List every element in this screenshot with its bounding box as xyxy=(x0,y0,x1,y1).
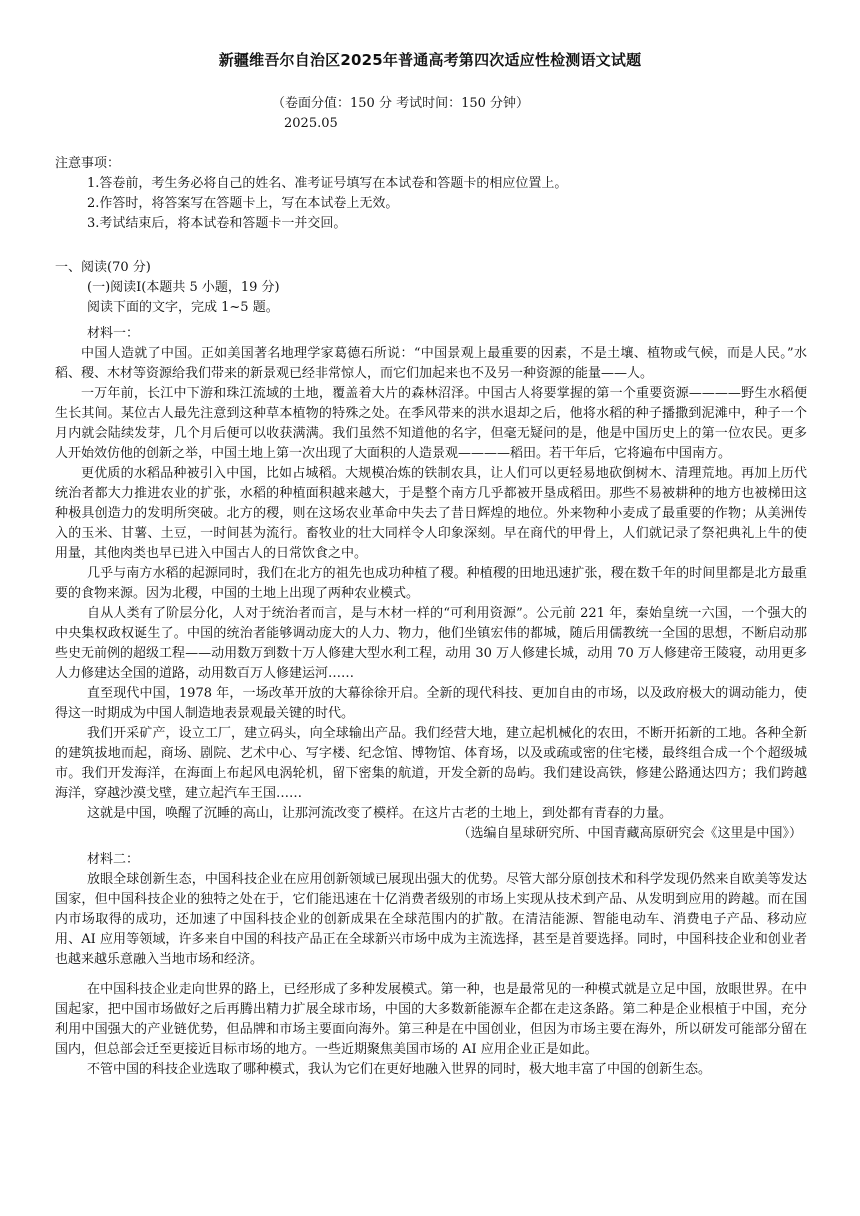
material-1-paragraph: 一万年前，长江中下游和珠江流域的土地，覆盖着大片的森林沼泽。中国古人将要掌握的第一个重要资源————野生水稻便生长其间。某位古人最先注意到这种草本植物的特殊之处。在季风带来的洪水退却之后，他将水稻的种子播撒到泥滩中，种子一个月内就会陆续发芽，几个月后便可以收获满满。我们虽然不知道他的名字，但毫无疑问的是，他是中国历史上的第一位农民。更多人开始效仿他的创新之举，中国土地上第一次出现了大面积的人造景观————稻田。若干年后，它将遍布中国南方。 xyxy=(55,386,807,461)
material-1-paragraph: 我们开采矿产，设立工厂，建立码头，向全球输出产品。我们经营大地，建立起机械化的农田，不断开拓新的工地。各种全新的建筑拔地而起，商场、剧院、艺术中心、写字楼、纪念馆、博物馆、体育场，以及或疏或密的住宅楼，最终组合成一个个超级城市。我们开发海洋，在海面上布起风电涡轮机，留下密集的航道，开发全新的岛屿。我们建设高铁，修建公路通达四方；我们跨越海洋，穿越沙漠戈壁，建立起汽车王国…… xyxy=(55,726,807,801)
material-2-label: 材料二： xyxy=(87,852,140,867)
sub-section-heading: (一)阅读Ⅰ(本题共 5 小题，19 分) xyxy=(87,280,280,295)
material-2-paragraph: 在中国科技企业走向世界的路上，已经形成了多种发展模式。第一种，也是最常见的一种模式就是立足中国，放眼世界。在中国起家，把中国市场做好之后再腾出精力扩展全球市场，中国的大多数新能源车企都在走这条路。第二种是企业根植于中国，充分利用中国强大的产业链优势，但品牌和市场主要面向海外。第三种是在中国创业，但因为市场主要在海外，所以研发可能部分留在国内，但总部会迁至更接近目标市场的地方。一些近期聚焦美国市场的 AI 应用企业正是如此。 xyxy=(55,982,807,1057)
score-time-info: （卷面分值：150 分 考试时间：150 分钟） xyxy=(272,96,530,111)
material-1-paragraph: 直至现代中国，1978 年，一场改革开放的大幕徐徐开启。全新的现代科技、更加自由的市场，以及政府极大的调动能力，使得这一时期成为中国人制造地表景观最关键的时代。 xyxy=(55,686,807,721)
material-1-source: （选编自星球研究所、中国青藏高原研究会《这里是中国》） xyxy=(457,826,802,841)
exam-meta xyxy=(272,94,529,134)
notice-item: 2.作答时，将答案写在答题卡上，写在本试卷上无效。 xyxy=(87,196,399,211)
reading-instruction: 阅读下面的文字，完成 1~5 题。 xyxy=(87,300,279,315)
material-1-paragraph: 这就是中国，唤醒了沉睡的高山，让那河流改变了模样。在这片古老的土地上，到处都有青春的力量。 xyxy=(87,806,673,821)
notice-item: 1.答卷前，考生务必将自己的姓名、准考证号填写在本试卷和答题卡的相应位置上。 xyxy=(87,176,568,191)
material-2-paragraph: 不管中国的科技企业选取了哪种模式，我认为它们在更好地融入世界的同时，极大地丰富了中国的创新生态。 xyxy=(87,1062,712,1077)
page-title: 新疆维吾尔自治区2025年普通高考第四次适应性检测语文试题 xyxy=(218,51,642,69)
section-heading: 一、阅读(70 分) xyxy=(55,260,151,275)
material-1-paragraph: 几乎与南方水稻的起源同时，我们在北方的祖先也成功种植了稷。种植稷的田地迅速扩张，稷在数千年的时间里都是北方最重要的食物来源。因为北稷，中国的土地上出现了两种农业模式。 xyxy=(55,566,807,601)
material-1-paragraph: 自从人类有了阶层分化，人对于统治者而言，是与木材一样的“可利用资源”。公元前 221 年，秦始皇统一六国，一个强大的中央集权政权诞生了。中国的统治者能够调动庞大的人力、物力，他们坐镇宏伟的都城，随后用儒教统一全国的思想，不断启动那些史无前例的超级工程——动用数万到数十万人修建大型水利工程，动用 30 万人修建长城，动用 70 万人修建帝王陵寝，动用更多人力修建达全国的道路，动用数百万人修建运河…… xyxy=(55,606,807,681)
exam-date: 2025.05 xyxy=(284,116,338,131)
exam-body xyxy=(55,154,807,1080)
notice-heading: 注意事项： xyxy=(55,156,121,171)
material-2-paragraph: 放眼全球创新生态，中国科技企业在应用创新领域已展现出强大的优势。尽管大部分原创技术和科学发现仍然来自欧美等发达国家，但中国科技企业的独特之处在于，它们能迅速在十亿消费者级别的市场上实现从技术到产品、从发明到应用的跨越。而在国内市场取得的成功，还加速了中国科技企业的创新成果在全球范围内的扩散。在清洁能源、智能电动车、消费电子产品、移动应用、AI 应用等领域，许多来自中国的科技产品正在全球新兴市场中成为主流选择，甚至是首要选择。同时，中国科技企业和创业者也越来越乐意融入当地市场和经济。 xyxy=(55,872,807,967)
notice-item: 3.考试结束后，将本试卷和答题卡一并交回。 xyxy=(87,216,347,231)
material-1-label: 材料一： xyxy=(87,326,140,341)
material-1-paragraph: 更优质的水稻品种被引入中国，比如占城稻。大规模冶炼的铁制农具，让人们可以更轻易地砍倒树木、清理荒地。再加上历代统治者都大力推进农业的扩张，水稻的种植面积越来越大，于是整个南方几乎都被开垦成稻田。那些不易被耕种的地方也被梯田这种极具创造力的发明所突破。北方的稷，则在这场农业革命中失去了昔日辉煌的地位。外来物种小麦成了最重要的作物；从美洲传入的玉米、甘薯、土豆，一时间甚为流行。畜牧业的壮大同样令人印象深刻。早在商代的甲骨上，人们就记录了祭祀典礼上牛的使用量，其他肉类也早已进入中国古人的日常饮食之中。 xyxy=(55,466,807,561)
material-1-paragraph: 中国人造就了中国。正如美国著名地理学家葛德石所说：“中国景观上最重要的因素，不是土壤、植物或气候，而是人民。”水稻、稷、木材等资源给我们带来的新景观已经非常惊人，而它们加起来也不及另一种资源的能量——人。 xyxy=(55,346,807,381)
